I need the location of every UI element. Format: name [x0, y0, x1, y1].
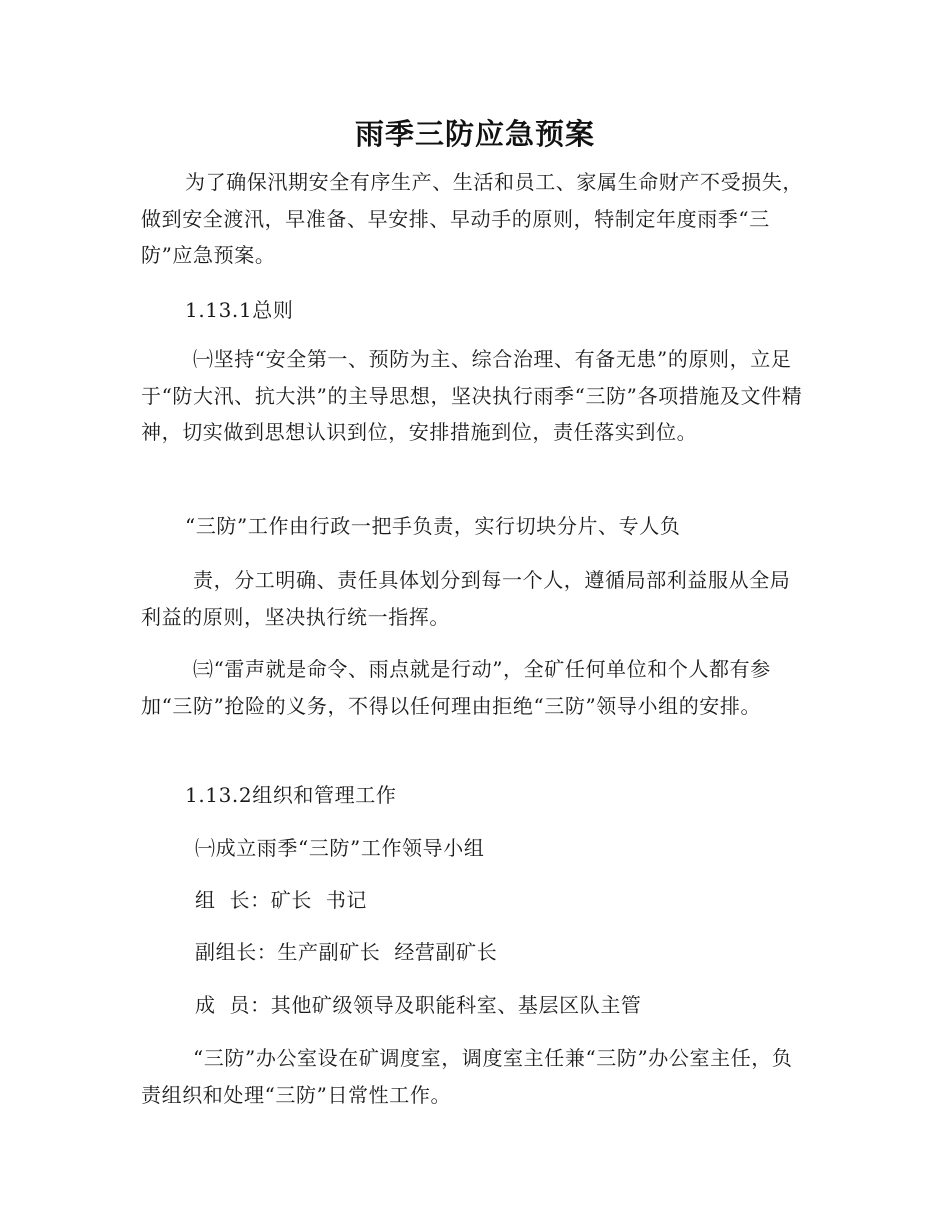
paragraph-command: ㈢“雷声就是命令、雨点就是行动”，全矿任何单位和个人都有参加“三防”抢险的义务，不得以任何理由拒绝“三防”领导小组的安排。 — [141, 657, 771, 718]
deputy-leader-line: 副组长：生产副矿长 经营副矿长 — [195, 940, 498, 964]
paragraph-responsibility-line1: “三防”工作由行政一把手负责，实行切块分片、专人负 — [185, 514, 681, 538]
paragraph-principle: ㈠坚持“安全第一、预防为主、综合治理、有备无患”的原则，立足于“防大汛、抗大洪”的主导思想，坚决执行雨季“三防”各项措施及文件精神，切实做到思想认识到位，安排措施到位，责任落实到位。 — [141, 347, 803, 444]
section-heading-general: 1.13.1总则 — [185, 298, 294, 322]
subheading-leadership-group: ㈠成立雨季“三防”工作领导小组 — [195, 836, 485, 860]
office-paragraph: “三防”办公室设在矿调度室，调度室主任兼“三防”办公室主任，负责组织和处理“三防”日常性工作。 — [141, 1046, 793, 1107]
document-title: 雨季三防应急预案 — [354, 117, 595, 151]
section-heading-organization: 1.13.2组织和管理工作 — [185, 783, 397, 807]
intro-paragraph: 为了确保汛期安全有序生产、生活和员工、家属生命财产不受损失，做到安全渡汛，早准备、早安排、早动手的原则，特制定年度雨季“三防”应急预案。 — [141, 170, 803, 267]
leader-line: 组 长：矿长 书记 — [195, 888, 368, 912]
members-line: 成 员：其他矿级领导及职能科室、基层区队主管 — [195, 993, 642, 1017]
paragraph-responsibility-line2: 责，分工明确、责任具体划分到每一个人，遵循局部利益服从全局利益的原则，坚决执行统一指挥。 — [141, 568, 791, 629]
